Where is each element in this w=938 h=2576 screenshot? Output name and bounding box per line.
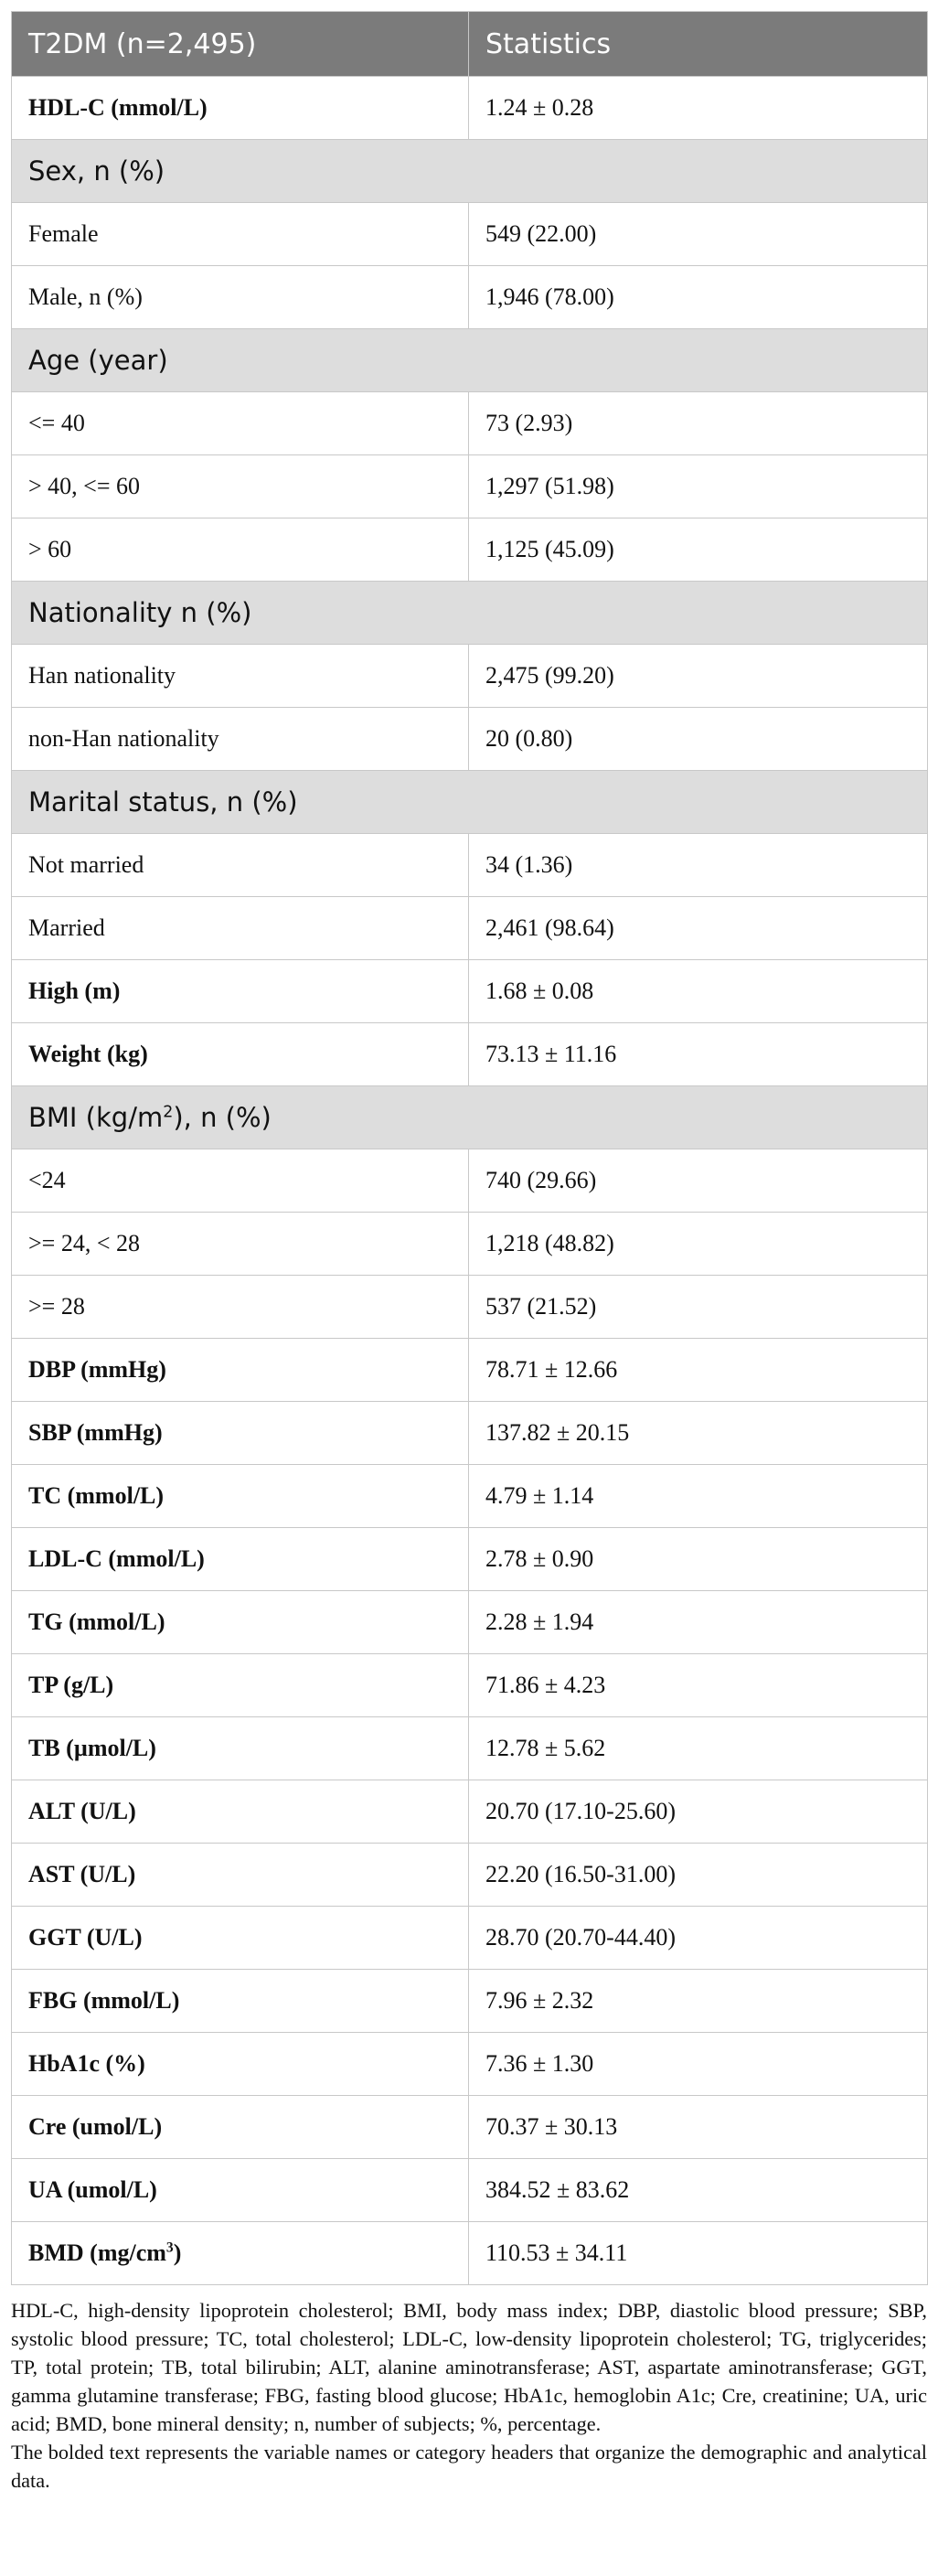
- row-label-cell: [12, 2222, 469, 2285]
- label-text: non-Han nationality: [28, 725, 219, 752]
- row-label-cell: [12, 1907, 469, 1970]
- table-row: [12, 1780, 928, 1844]
- row-label-cell: [12, 1465, 469, 1528]
- table-row: [12, 1276, 928, 1339]
- table-row: [12, 2096, 928, 2159]
- row-value-cell: 137.82 ± 20.15: [469, 1402, 928, 1465]
- table-row: [12, 897, 928, 960]
- label-text: >= 28: [28, 1293, 85, 1320]
- label-text: > 60: [28, 536, 72, 562]
- label-text: >= 24, < 28: [28, 1230, 140, 1256]
- table-row: [12, 1717, 928, 1780]
- table-row: [12, 77, 928, 140]
- row-label-cell: [12, 455, 469, 518]
- table-row: [12, 1465, 928, 1528]
- row-value-cell: 1.68 ± 0.08: [469, 960, 928, 1023]
- row-value-cell: 12.78 ± 5.62: [469, 1717, 928, 1780]
- label-text: AST (U/L): [28, 1861, 136, 1887]
- label-text: BMI (kg/m: [28, 1102, 164, 1133]
- label-text: FBG (mmol/L): [28, 1987, 180, 2014]
- label-text: <24: [28, 1167, 66, 1193]
- row-label-cell: [12, 1844, 469, 1907]
- header-cell-statistics: Statistics: [469, 12, 928, 77]
- header-row: [12, 12, 928, 77]
- row-value-cell: 1,218 (48.82): [469, 1213, 928, 1276]
- row-label-cell: [12, 1276, 469, 1339]
- row-label-cell: [12, 1528, 469, 1591]
- row-value-cell: 740 (29.66): [469, 1149, 928, 1213]
- data-table: [11, 11, 928, 2285]
- table-row: [12, 203, 928, 266]
- row-label-cell: [12, 1149, 469, 1213]
- row-value-cell: 2.78 ± 0.90: [469, 1528, 928, 1591]
- label-text: TP (g/L): [28, 1672, 114, 1698]
- label-text: BMD (mg/cm: [28, 2239, 166, 2266]
- label-text-suffix: ): [173, 2239, 182, 2266]
- label-text: TG (mmol/L): [28, 1609, 165, 1635]
- label-text: Age (year): [28, 345, 168, 376]
- row-label-cell: [12, 266, 469, 329]
- section-header-cell: [12, 582, 928, 645]
- row-label-cell: [12, 1717, 469, 1780]
- section-header-cell: [12, 1086, 928, 1149]
- label-superscript: 2: [163, 1103, 174, 1122]
- row-label-cell: [12, 1339, 469, 1402]
- row-value-cell: 1,946 (78.00): [469, 266, 928, 329]
- table-row: [12, 266, 928, 329]
- table-row: [12, 1528, 928, 1591]
- label-text: HbA1c (%): [28, 2050, 145, 2077]
- table-row: [12, 1213, 928, 1276]
- table-row: [12, 1339, 928, 1402]
- section-header-row: [12, 329, 928, 392]
- label-text: GGT (U/L): [28, 1924, 143, 1951]
- row-value-cell: 7.36 ± 1.30: [469, 2033, 928, 2096]
- header-cell-group: T2DM (n=2,495): [12, 12, 469, 77]
- table-body: [12, 77, 928, 2285]
- row-label-cell: [12, 2159, 469, 2222]
- label-text: ALT (U/L): [28, 1798, 136, 1824]
- row-value-cell: 384.52 ± 83.62: [469, 2159, 928, 2222]
- row-value-cell: 110.53 ± 34.11: [469, 2222, 928, 2285]
- section-header-cell: [12, 771, 928, 834]
- table-row: [12, 708, 928, 771]
- label-text: HDL-C (mmol/L): [28, 94, 208, 121]
- table-row: [12, 518, 928, 582]
- table-row: [12, 1907, 928, 1970]
- row-label-cell: [12, 1402, 469, 1465]
- label-text: Cre (umol/L): [28, 2113, 163, 2140]
- row-value-cell: 7.96 ± 2.32: [469, 1970, 928, 2033]
- label-text: Sex, n (%): [28, 155, 165, 187]
- footnote-note: The bolded text represents the variable names or category headers that organize the demographic and analytical data.: [11, 2441, 927, 2492]
- row-label-cell: [12, 1591, 469, 1654]
- table-row: [12, 960, 928, 1023]
- table-row: [12, 1591, 928, 1654]
- row-value-cell: 1,125 (45.09): [469, 518, 928, 582]
- row-value-cell: 22.20 (16.50-31.00): [469, 1844, 928, 1907]
- row-value-cell: 71.86 ± 4.23: [469, 1654, 928, 1717]
- row-value-cell: 4.79 ± 1.14: [469, 1465, 928, 1528]
- row-value-cell: 1,297 (51.98): [469, 455, 928, 518]
- section-header-row: [12, 771, 928, 834]
- table-row: [12, 1023, 928, 1086]
- row-value-cell: 78.71 ± 12.66: [469, 1339, 928, 1402]
- row-value-cell: 20 (0.80): [469, 708, 928, 771]
- row-label-cell: [12, 518, 469, 582]
- table-row: [12, 1149, 928, 1213]
- section-header-row: [12, 1086, 928, 1149]
- table-row: [12, 1402, 928, 1465]
- label-text: Male, n (%): [28, 283, 143, 310]
- table-row: [12, 1970, 928, 2033]
- table-row: [12, 2222, 928, 2285]
- row-value-cell: 73.13 ± 11.16: [469, 1023, 928, 1086]
- label-text: LDL-C (mmol/L): [28, 1545, 205, 1572]
- label-text: TC (mmol/L): [28, 1482, 165, 1509]
- section-header-row: [12, 140, 928, 203]
- table-container: [11, 11, 927, 2495]
- row-value-cell: 2.28 ± 1.94: [469, 1591, 928, 1654]
- label-text: UA (umol/L): [28, 2176, 157, 2203]
- label-superscript: 3: [165, 2239, 174, 2256]
- label-text-suffix: ), n (%): [173, 1102, 272, 1133]
- row-label-cell: [12, 203, 469, 266]
- label-text: Not married: [28, 851, 144, 878]
- row-value-cell: 34 (1.36): [469, 834, 928, 897]
- row-value-cell: 2,475 (99.20): [469, 645, 928, 708]
- row-value-cell: 1.24 ± 0.28: [469, 77, 928, 140]
- table-row: [12, 834, 928, 897]
- table-row: [12, 455, 928, 518]
- row-label-cell: [12, 960, 469, 1023]
- footnote: [11, 2296, 927, 2495]
- row-label-cell: [12, 1654, 469, 1717]
- row-label-cell: [12, 77, 469, 140]
- row-value-cell: 70.37 ± 30.13: [469, 2096, 928, 2159]
- row-value-cell: 20.70 (17.10-25.60): [469, 1780, 928, 1844]
- section-header-row: [12, 582, 928, 645]
- row-label-cell: [12, 2033, 469, 2096]
- row-label-cell: [12, 1213, 469, 1276]
- row-label-cell: [12, 1780, 469, 1844]
- row-value-cell: 2,461 (98.64): [469, 897, 928, 960]
- table-row: [12, 1844, 928, 1907]
- table-row: [12, 1654, 928, 1717]
- row-label-cell: [12, 392, 469, 455]
- label-text: Han nationality: [28, 662, 176, 689]
- label-text: High (m): [28, 978, 121, 1004]
- label-text: SBP (mmHg): [28, 1419, 163, 1446]
- label-text: Weight (kg): [28, 1041, 148, 1067]
- row-label-cell: [12, 2096, 469, 2159]
- row-label-cell: [12, 1970, 469, 2033]
- label-text: DBP (mmHg): [28, 1356, 166, 1383]
- row-label-cell: [12, 645, 469, 708]
- row-label-cell: [12, 897, 469, 960]
- row-label-cell: [12, 834, 469, 897]
- label-text: <= 40: [28, 410, 85, 436]
- row-label-cell: [12, 1023, 469, 1086]
- footnote-abbreviations: HDL-C, high-density lipoprotein cholesterol; BMI, body mass index; DBP, diastolic blood pressure; SBP, systolic blood pressure; TC, total cholesterol; LDL-C, low-density lipoprotein cholesterol; TG, triglycerides; TP, total protein; TB, total bilirubin; ALT, alanine aminotransferase; AST, aspartate aminotransferase; GGT, gamma glutamine transferase; FBG, fasting blood glucose; HbA1c, hemoglobin A1c; Cre, creatinine; UA, uric acid; BMD, bone mineral density; n, number of subjects; %, percentage.: [11, 2299, 927, 2435]
- row-value-cell: 537 (21.52): [469, 1276, 928, 1339]
- row-label-cell: [12, 708, 469, 771]
- table-row: [12, 645, 928, 708]
- label-text: Married: [28, 914, 105, 941]
- section-header-cell: [12, 329, 928, 392]
- section-header-cell: [12, 140, 928, 203]
- label-text: Nationality n (%): [28, 597, 252, 628]
- row-value-cell: 28.70 (20.70-44.40): [469, 1907, 928, 1970]
- label-text: Marital status, n (%): [28, 786, 298, 818]
- label-text: TB (µmol/L): [28, 1735, 156, 1761]
- table-row: [12, 2159, 928, 2222]
- table-row: [12, 2033, 928, 2096]
- row-value-cell: 549 (22.00): [469, 203, 928, 266]
- row-value-cell: 73 (2.93): [469, 392, 928, 455]
- table-row: [12, 392, 928, 455]
- label-text: > 40, <= 60: [28, 473, 140, 499]
- label-text: Female: [28, 220, 99, 247]
